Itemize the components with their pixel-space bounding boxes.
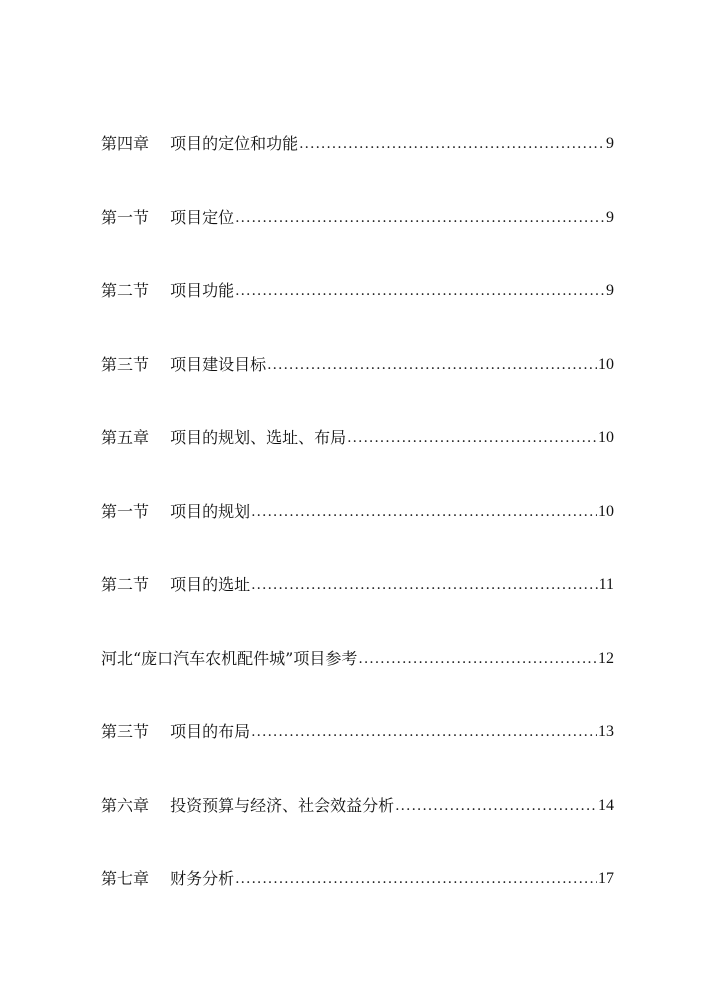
- toc-dot-leader: [235, 869, 597, 889]
- toc-entry-page: 9: [606, 135, 614, 152]
- toc-dot-leader: [235, 281, 605, 301]
- toc-entry-title: 第七章 财务分析: [101, 869, 235, 888]
- toc-entry-page: 10: [598, 355, 614, 373]
- toc-entry-page: 13: [598, 723, 614, 740]
- toc-dot-leader: [267, 355, 597, 375]
- toc-dot-leader: [235, 208, 605, 228]
- toc-dot-leader: [395, 796, 597, 816]
- toc-entry[interactable]: [101, 782, 614, 816]
- toc-entry-page: 10: [598, 502, 614, 520]
- toc-entry-page: 11: [598, 576, 614, 593]
- toc-entry-title: 第三节 项目的布局: [101, 722, 251, 741]
- toc-entry[interactable]: [101, 120, 614, 154]
- toc-entry-title: 第二节 项目功能: [101, 281, 235, 300]
- toc-entry-title: 河北“庞口汽车农机配件城”项目参考: [101, 648, 358, 668]
- toc-entry-page: 9: [606, 208, 614, 226]
- toc-entry-title: 第六章 投资预算与经济、社会效益分析: [101, 795, 395, 815]
- toc-entry[interactable]: [101, 194, 614, 228]
- toc-entry-page: 14: [598, 796, 614, 814]
- toc-entry[interactable]: [101, 708, 614, 742]
- toc-entry-title: 第五章 项目的规划、选址、布局: [101, 428, 347, 447]
- table-of-contents: [101, 120, 614, 929]
- toc-entry-title: 第三节 项目建设目标: [101, 354, 267, 374]
- toc-dot-leader: [251, 502, 597, 522]
- toc-dot-leader: [347, 428, 597, 448]
- toc-entry[interactable]: [101, 488, 614, 522]
- toc-entry-page: 17: [598, 870, 614, 887]
- toc-dot-leader: [251, 722, 597, 742]
- toc-dot-leader: [251, 575, 598, 595]
- toc-entry-page: 12: [598, 649, 614, 667]
- toc-entry[interactable]: [101, 341, 614, 375]
- toc-entry-title: 第一节 项目定位: [101, 207, 235, 227]
- toc-entry[interactable]: [101, 267, 614, 301]
- toc-entry[interactable]: [101, 855, 614, 889]
- toc-entry[interactable]: [101, 561, 614, 595]
- toc-entry[interactable]: [101, 635, 614, 669]
- toc-dot-leader: [299, 134, 605, 154]
- toc-entry-page: 9: [606, 282, 614, 299]
- toc-entry-page: 10: [598, 429, 614, 446]
- toc-entry-title: 第四章 项目的定位和功能: [101, 134, 299, 153]
- toc-entry-title: 第一节 项目的规划: [101, 501, 251, 521]
- toc-dot-leader: [358, 649, 597, 669]
- toc-entry-title: 第二节 项目的选址: [101, 575, 251, 594]
- toc-entry[interactable]: [101, 414, 614, 448]
